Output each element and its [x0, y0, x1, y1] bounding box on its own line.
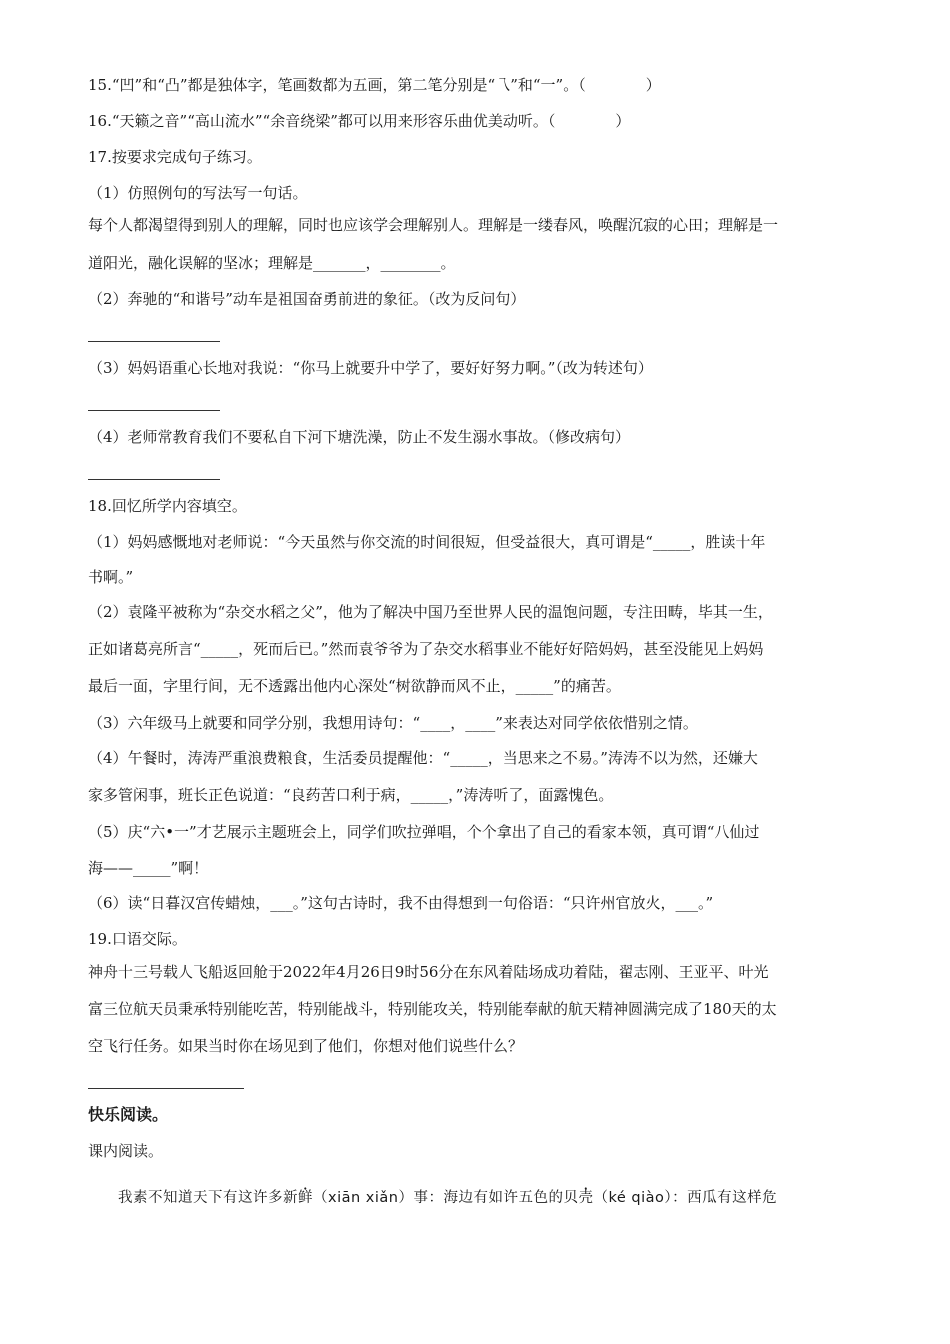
q18-line-1: （1）妈妈感慨地对老师说：“今天虽然与你交流的时间很短，但受益很大，真可谓是“_____，胜读十年 [88, 533, 766, 551]
q17-part-4: （4）老师常教育我们不要私自下河下塘洗澡，防止不发生溺水事故。（修改病句） [88, 428, 631, 446]
q19-line-1: 神舟十三号载人飞船返回舱于2022年4月26日9时56分在东风着陆场成功着陆，翟志刚、王亚平、叶光 [88, 963, 769, 981]
answer-line[interactable] [88, 410, 220, 411]
passage-text: 事：海边有如许五色的贝 [413, 1190, 579, 1206]
q17-part-1: （1）仿照例句的写法写一句话。 [88, 184, 308, 202]
q18-line-3: （2）袁隆平被称为“杂交水稻之父”，他为了解决中国乃至世界人民的温饱问题，专注田畴，毕其一生， [88, 603, 773, 621]
passage-text: ：西瓜有这样危 [672, 1190, 778, 1206]
q18-line-7: （4）午餐时，涛涛严重浪费粮食，生活委员提醒他：“_____，当思来之不易。”涛涛不以为然，还嫌大 [88, 749, 758, 767]
passage-text: 我素不知道天下有这许多新 [118, 1190, 298, 1206]
q18-line-11: （6）读“日暮汉宫传蜡烛，___。”这句古诗时，我不由得想到一句俗语：“只许州官放火，___。” [88, 894, 714, 912]
q18-line-6: （3）六年级马上就要和同学分别，我想用诗句：“____，____”来表达对同学依依惜别之情。 [88, 714, 698, 732]
pinyin-choice: （ké qiào） [593, 1190, 673, 1206]
question-16: 16.“天籁之音”“高山流水”“余音绕梁”都可以用来形容乐曲优美动听。（ ） [88, 112, 631, 130]
section-subheading: 课内阅读。 [88, 1142, 164, 1160]
q17-part-2: （2）奔驰的“和谐号”动车是祖国奋勇前进的象征。（改为反问句） [88, 290, 526, 308]
answer-line[interactable] [88, 341, 220, 342]
q19-line-2: 富三位航天员秉承特别能吃苦，特别能战斗，特别能攻关，特别能奉献的航天精神圆满完成了180天的太 [88, 1000, 777, 1018]
reading-passage [118, 1187, 777, 1209]
q18-line-4: 正如诸葛亮所言“_____，死而后已。”然而袁爷爷为了杂交水稻事业不能好好陪妈妈，甚至没能见上妈妈 [88, 640, 764, 658]
q17-part-3: （3）妈妈语重心长地对我说：“你马上就要升中学了，要好好努力啊。”（改为转述句） [88, 359, 653, 377]
q18-line-2: 书啊。” [88, 568, 134, 586]
question-18-title: 18.回忆所学内容填空。 [88, 497, 247, 515]
q18-line-9: （5）庆“六•一”才艺展示主题班会上，同学们吹拉弹唱，个个拿出了自己的看家本领，真可谓“八仙过 [88, 823, 760, 841]
question-15: 15.“凹”和“凸”都是独体字，笔画数都为五画，第二笔分别是“乁”和“一”。（ ） [88, 76, 661, 94]
answer-line[interactable] [88, 1088, 244, 1089]
dotted-char: 鲜 [298, 1190, 313, 1206]
q18-line-10: 海——_____”啊！ [88, 859, 209, 877]
section-heading: 快乐阅读。 [88, 1105, 169, 1124]
question-19-title: 19.口语交际。 [88, 930, 187, 948]
pinyin-choice: （xiān xiǎn） [313, 1190, 414, 1206]
q18-line-8: 家多管闲事，班长正色说道：“良药苦口利于病，_____，”涛涛听了，面露愧色。 [88, 786, 614, 804]
q19-line-3: 空飞行任务。如果当时你在场见到了他们，你想对他们说些什么？ [88, 1037, 524, 1055]
q17-example-line-2: 道阳光，融化误解的坚冰；理解是_______，________。 [88, 254, 456, 272]
q17-example-line-1: 每个人都渴望得到别人的理解，同时也应该学会理解别人。理解是一缕春风，唤醒沉寂的心田；理解是一 [88, 216, 779, 234]
dotted-char: 壳 [578, 1190, 594, 1206]
q18-line-5: 最后一面，字里行间，无不透露出他内心深处“树欲静而风不止，_____”的痛苦。 [88, 677, 621, 695]
question-17-title: 17.按要求完成句子练习。 [88, 148, 262, 166]
answer-line[interactable] [88, 479, 220, 480]
